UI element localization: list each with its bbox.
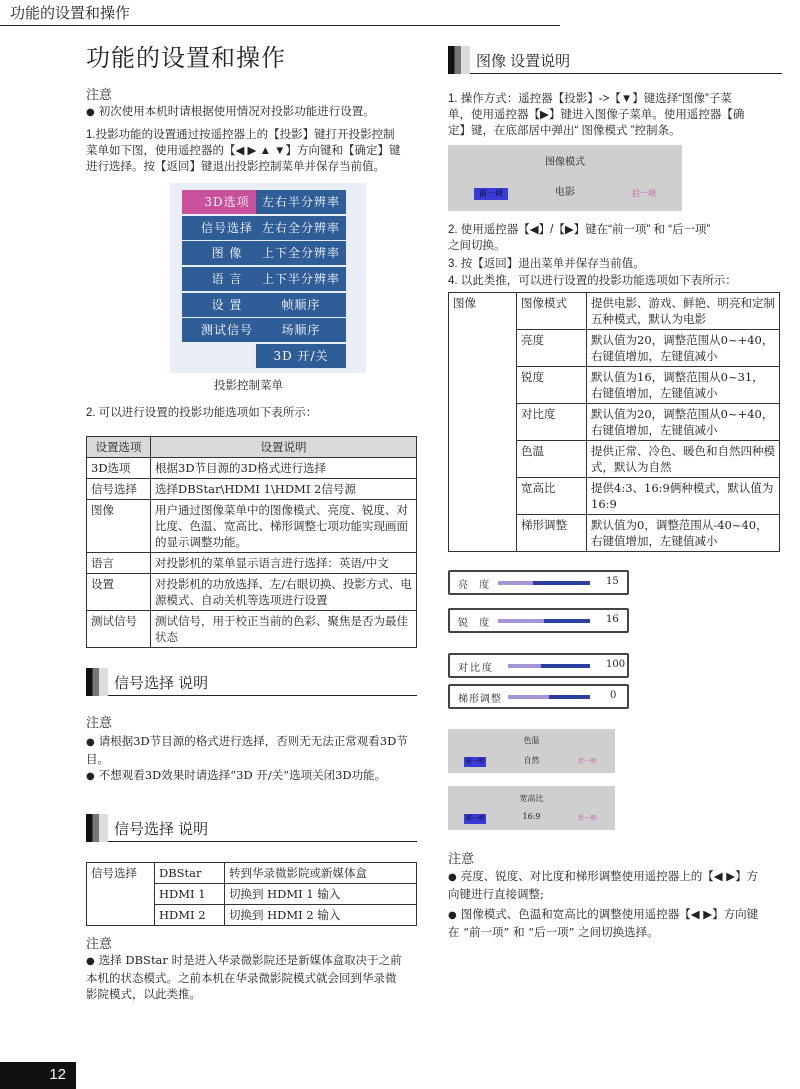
slider-track bbox=[498, 619, 590, 623]
table-header: 设置选项 bbox=[87, 437, 151, 458]
table-header-row bbox=[87, 437, 417, 458]
slider-label: 对比度 bbox=[458, 663, 494, 674]
table-cell: 3D选项 bbox=[87, 458, 151, 479]
section-heading-signal-2 bbox=[86, 814, 417, 842]
step-3: 3. 按【返回】退出菜单并保存当前值。 bbox=[448, 258, 645, 270]
slider-label: 锐 度 bbox=[458, 618, 494, 629]
page-title: 功能的设置和操作 bbox=[86, 45, 286, 72]
osd-title: 宽高比 bbox=[519, 794, 544, 803]
table-cell: 选择DBStar\HDMI 1\HDMI 2信号源 bbox=[151, 479, 417, 500]
note-label: 注意 bbox=[86, 715, 113, 730]
table-row bbox=[87, 574, 417, 611]
slider-value: 0 bbox=[610, 690, 617, 701]
table-cell: 提供正常、冷色、暖色和自然四种模式，默认为自然 bbox=[587, 441, 780, 478]
table-cell: 转到华录微影院或新媒体盒 bbox=[225, 863, 417, 884]
heading-marker bbox=[86, 814, 108, 842]
slider-track bbox=[508, 695, 590, 699]
brightness-slider[interactable] bbox=[448, 570, 629, 595]
heading-marker bbox=[86, 668, 108, 696]
table-cell: 宽高比 bbox=[517, 478, 587, 515]
table-row bbox=[87, 611, 417, 648]
slider-label: 梯形调整 bbox=[458, 694, 502, 705]
slider-fill bbox=[498, 619, 544, 623]
settings-table bbox=[86, 436, 417, 648]
table-row bbox=[87, 458, 417, 479]
slider-label: 亮 度 bbox=[458, 580, 494, 591]
table-cell: 锐度 bbox=[517, 367, 587, 404]
table-cell: 默认值为0，调整范围从-40~40，右键值增加，左键值减小 bbox=[587, 515, 780, 552]
step-4: 4. 以此类推，可以进行设置的投影功能选项如下表所示： bbox=[448, 275, 737, 287]
table-cell: 提供电影、游戏、鲜艳、明亮和定制五种模式，默认为电影 bbox=[587, 293, 780, 330]
page-number-text: 12 bbox=[49, 1066, 66, 1083]
header-title: 功能的设置和操作 bbox=[10, 5, 131, 22]
slider-value: 15 bbox=[606, 576, 619, 587]
menu-item-test[interactable]: 测试信号 bbox=[182, 318, 272, 342]
menu-sub-3d-toggle[interactable]: 3D 开/关 bbox=[256, 344, 346, 368]
menu-item-signal[interactable]: 信号选择 bbox=[182, 216, 272, 240]
note-label: 注意 bbox=[86, 87, 113, 102]
osd-title: 色温 bbox=[523, 736, 540, 745]
note-text: ● 选择 DBStar 时是进入华录微影院还是新媒体盒取决于之前 本机的状态模式。之前本机在华录微影院模式就会回到华录微 影院模式，以此类推。 bbox=[86, 952, 422, 1002]
signal-table bbox=[86, 862, 417, 926]
sharpness-slider[interactable] bbox=[448, 608, 629, 633]
step-2: 2. 使用遥控器【◀】/【▶】键在“前一项” 和 “后一项” 之间切换。 bbox=[448, 224, 711, 252]
table-cell: 切换到 HDMI 2 输入 bbox=[225, 905, 417, 926]
menu-sub-tb-full[interactable]: 上下全分辨率 bbox=[256, 241, 346, 265]
table-cell: 图像 bbox=[87, 500, 151, 553]
options-intro: 2. 可以进行设置的投影功能选项如下表所示： bbox=[86, 407, 318, 419]
note-text: ● 亮度、锐度、对比度和梯形调整使用遥控器上的【◀ ▶】方 向键进行直接调整; ● 图像模式、色温和宽高比的调整使用遥控器【◀ ▶】方向键 在 “前一项” 和 “后一项” 之间切换选择。 bbox=[448, 868, 784, 940]
table-cell: 默认值为20，调整范围从0~+40，右键值增加，左键值减小 bbox=[587, 404, 780, 441]
note-label: 注意 bbox=[448, 851, 475, 866]
table-cell: 测试信号 bbox=[87, 611, 151, 648]
slider-track bbox=[508, 664, 590, 668]
section-heading-image bbox=[448, 46, 782, 74]
table-row bbox=[449, 293, 780, 330]
table-cell: 图像 bbox=[449, 293, 517, 552]
table-cell: 对比度 bbox=[517, 404, 587, 441]
menu-item-3d[interactable]: 3D选项 bbox=[182, 190, 272, 214]
osd-prev-button[interactable]: 前一项 bbox=[474, 188, 508, 200]
table-cell: 根据3D节目源的3D格式进行选择 bbox=[151, 458, 417, 479]
table-cell: HDMI 1 bbox=[155, 884, 225, 905]
table-row bbox=[87, 863, 417, 884]
slider-fill bbox=[498, 581, 533, 585]
menu-item-image[interactable]: 图 像 bbox=[182, 241, 272, 265]
table-cell: 对投影机的菜单显示语言进行选择：英语/中文 bbox=[151, 553, 417, 574]
section-title: 信号选择 说明 bbox=[114, 821, 209, 838]
slider-value: 100 bbox=[606, 659, 626, 670]
table-cell: 测试信号，用于校正当前的色彩、聚焦是否为最佳状态 bbox=[151, 611, 417, 648]
intro-paragraph: 1.投影功能的设置通过按遥控器上的【投影】键打开投影控制 菜单如下图，使用遥控器的【◀ ▶ ▲ ▼】方向键和【确定】键 进行选择。按【返回】键退出投影控制菜单并保存当前值。 bbox=[86, 129, 401, 173]
table-cell: 梯形调整 bbox=[517, 515, 587, 552]
table-cell: 切换到 HDMI 1 输入 bbox=[225, 884, 417, 905]
section-title: 信号选择 说明 bbox=[114, 675, 209, 692]
table-cell: 默认值为20，调整范围从0~+40，右键值增加，左键值减小 bbox=[587, 330, 780, 367]
table-cell: 对投影机的功放选择、左/右眼切换、投影方式、电源模式、自动关机等选项进行设置 bbox=[151, 574, 417, 611]
contrast-slider[interactable] bbox=[448, 653, 629, 678]
table-cell: 提供4:3、16:9俩种模式，默认值为16:9 bbox=[587, 478, 780, 515]
table-cell: 信号选择 bbox=[87, 863, 155, 926]
menu-sub-lr-half[interactable]: 左右半分辨率 bbox=[256, 190, 346, 214]
table-cell: 设置 bbox=[87, 574, 151, 611]
table-cell: 色温 bbox=[517, 441, 587, 478]
osd-image-mode bbox=[448, 145, 682, 211]
osd-prev-button[interactable]: 前一项 bbox=[465, 758, 484, 765]
slider-track bbox=[498, 581, 590, 585]
table-header: 设置说明 bbox=[151, 437, 417, 458]
keystone-slider[interactable] bbox=[448, 684, 629, 709]
menu-sub-field-seq[interactable]: 场顺序 bbox=[256, 318, 346, 342]
menu-item-settings[interactable]: 设 置 bbox=[182, 293, 272, 317]
osd-value: 电影 bbox=[555, 187, 575, 198]
slider-fill bbox=[508, 664, 541, 668]
osd-prev-button[interactable]: 前一项 bbox=[465, 815, 484, 822]
table-cell: 默认值为16，调整范围从0~31，右键值增加，左键值减小 bbox=[587, 367, 780, 404]
heading-marker bbox=[448, 46, 470, 74]
menu-sub-lr-full[interactable]: 左右全分辨率 bbox=[256, 216, 346, 240]
osd-aspect-ratio bbox=[448, 786, 615, 830]
slider-fill bbox=[508, 695, 549, 699]
menu-item-language[interactable]: 语 言 bbox=[182, 267, 272, 291]
osd-next-button[interactable]: 后一项 bbox=[577, 815, 596, 822]
slider-value: 16 bbox=[606, 614, 619, 625]
table-row bbox=[87, 479, 417, 500]
osd-next-button[interactable]: 后一项 bbox=[632, 189, 656, 198]
osd-next-button[interactable]: 后一项 bbox=[577, 758, 596, 765]
table-cell: 语言 bbox=[87, 553, 151, 574]
image-settings-table bbox=[448, 292, 780, 552]
osd-title: 图像模式 bbox=[545, 157, 585, 168]
table-cell: 亮度 bbox=[517, 330, 587, 367]
table-cell: DBStar bbox=[155, 863, 225, 884]
table-cell: 用户通过图像菜单中的图像模式、亮度、锐度、对比度、色温、宽高比、梯形调整七项功能实现画面的显示调整功能。 bbox=[151, 500, 417, 553]
menu-sub-tb-half[interactable]: 上下半分辨率 bbox=[256, 267, 346, 291]
section-heading-signal bbox=[86, 668, 417, 696]
osd-color-temp bbox=[448, 729, 615, 773]
menu-sub-frame-seq[interactable]: 帧顺序 bbox=[256, 293, 346, 317]
note-text: ● 初次使用本机时请根据使用情况对投影功能进行设置。 bbox=[86, 103, 418, 121]
table-row bbox=[87, 553, 417, 574]
page-number bbox=[0, 1062, 76, 1089]
table-cell: 图像模式 bbox=[517, 293, 587, 330]
table-cell: 信号选择 bbox=[87, 479, 151, 500]
note-text: ● 请根据3D节目源的格式进行选择，否则无无法正常观看3D节 目。 ● 不想观看3D效果时请选择“3D 开/关”选项关闭3D功能。 bbox=[86, 733, 422, 785]
table-row bbox=[87, 500, 417, 553]
note-label: 注意 bbox=[86, 936, 113, 951]
section-title: 图像 设置说明 bbox=[476, 53, 571, 70]
menu-caption: 投影控制菜单 bbox=[214, 378, 283, 392]
osd-value: 16:9 bbox=[522, 812, 541, 821]
step-1: 1. 操作方式：遥控器【投影】->【▼】键选择“图像”子菜 单，使用遥控器【▶】键进入图像子菜单。使用遥控器【确 定】键，在底部居中弹出“ 图像模式 ”控制条。 bbox=[448, 93, 745, 137]
page-header bbox=[0, 0, 560, 26]
osd-value: 自然 bbox=[523, 756, 540, 765]
table-cell: HDMI 2 bbox=[155, 905, 225, 926]
